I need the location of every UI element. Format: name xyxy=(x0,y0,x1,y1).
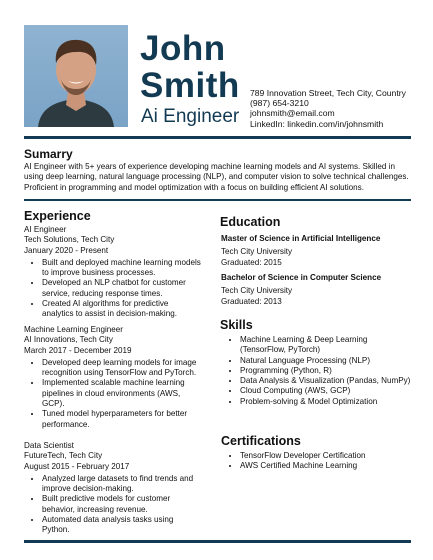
list-item: • Natural Language Processing (NLP) xyxy=(240,356,412,366)
job-dates: January 2020 - Present xyxy=(24,245,109,255)
job-company: FutureTech, Tech City xyxy=(24,451,103,461)
certifications-list xyxy=(222,451,412,472)
summary-divider xyxy=(24,199,411,201)
job-company: Tech Solutions, Tech City xyxy=(24,235,115,245)
certifications-title: Certifications xyxy=(221,434,301,448)
graduation-year: Graduated: 2013 xyxy=(221,296,282,306)
contact-info xyxy=(250,88,406,129)
summary-text: AI Engineer with 5+ years of experience developing machine learning models and AI systems. Skilled in using deep learning, natural language processing (NLP), and computer vision to solve technical challenges. Proficient in programming and model optimization with a focus on building efficient AI solutions. xyxy=(24,162,409,192)
school-name: Tech City University xyxy=(221,286,293,296)
education-item xyxy=(221,234,416,268)
list-item: • Built predictive models for customer behavior, increasing revenue. xyxy=(42,494,202,515)
list-item: • Built and deployed machine learning models to improve business processes. xyxy=(42,258,202,279)
list-item: • Data Analysis & Visualization (Pandas, NumPy) xyxy=(240,376,412,386)
education-title: Education xyxy=(220,215,281,229)
education-item xyxy=(221,273,416,307)
list-item: • Developed an NLP chatbot for customer service, reducing response times. xyxy=(42,278,202,299)
skills-bullets xyxy=(222,335,412,407)
footer-divider xyxy=(24,540,411,543)
experience-title: Experience xyxy=(24,209,91,223)
summary-title: Sumarry xyxy=(24,147,73,161)
profile-photo xyxy=(24,25,128,127)
job-title: Data Scientist xyxy=(24,441,74,450)
list-item: • Tuned model hyperparameters for better performance. xyxy=(42,409,202,430)
job-company: AI Innovations, Tech City xyxy=(24,335,113,345)
list-item: • Developed deep learning models for image recognition using TensorFlow and PyTorch. xyxy=(42,358,202,379)
job-bullets xyxy=(24,474,202,536)
job-dates: August 2015 - February 2017 xyxy=(24,461,130,471)
list-item: • Problem-solving & Model Optimization xyxy=(240,397,412,407)
experience-item xyxy=(24,441,202,536)
list-item: • Automated data analysis tasks using Python. xyxy=(42,515,202,536)
experience-item xyxy=(24,225,202,320)
linkedin: LinkedIn: linkedin.com/in/johnsmith xyxy=(250,118,384,129)
certifications-bullets xyxy=(222,451,412,472)
graduation-year: Graduated: 2015 xyxy=(221,257,282,267)
address: 789 Innovation Street, Tech City, Country xyxy=(250,88,406,98)
skills-list xyxy=(222,335,412,407)
job-title: Machine Learning Engineer xyxy=(24,325,123,334)
skills-title: Skills xyxy=(220,318,253,332)
job-dates: March 2017 - December 2019 xyxy=(24,345,132,355)
phone: (987) 654-3210 xyxy=(250,98,309,109)
list-item: • Cloud Computing (AWS, GCP) xyxy=(240,386,412,396)
first-name: John xyxy=(140,29,226,68)
job-title: AI Engineer xyxy=(24,225,67,234)
list-item: • Implemented scalable machine learning pipelines in cloud environments (AWS, GCP). xyxy=(42,378,202,409)
email: johnsmith@email.com xyxy=(250,108,335,119)
school-name: Tech City University xyxy=(221,247,293,257)
list-item: • AWS Certified Machine Learning xyxy=(240,461,412,471)
header-divider xyxy=(24,136,411,139)
list-item: • Machine Learning & Deep Learning (TensorFlow, PyTorch) xyxy=(240,335,412,356)
degree-name: Bachelor of Science in Computer Science xyxy=(221,273,382,282)
list-item: • Programming (Python, R) xyxy=(240,366,412,376)
list-item: • Created AI algorithms for predictive analytics to assist in decision-making. xyxy=(42,299,202,320)
person-portrait-icon xyxy=(24,25,128,127)
degree-name: Master of Science in Artificial Intelligence xyxy=(221,234,381,243)
list-item: • Analyzed large datasets to find trends and improve decision-making. xyxy=(42,474,202,495)
last-name: Smith xyxy=(140,66,240,105)
job-role: Ai Engineer xyxy=(141,106,240,127)
list-item: • TensorFlow Developer Certification xyxy=(240,451,412,461)
job-bullets xyxy=(24,258,202,320)
job-bullets xyxy=(24,358,202,430)
experience-item xyxy=(24,325,202,430)
